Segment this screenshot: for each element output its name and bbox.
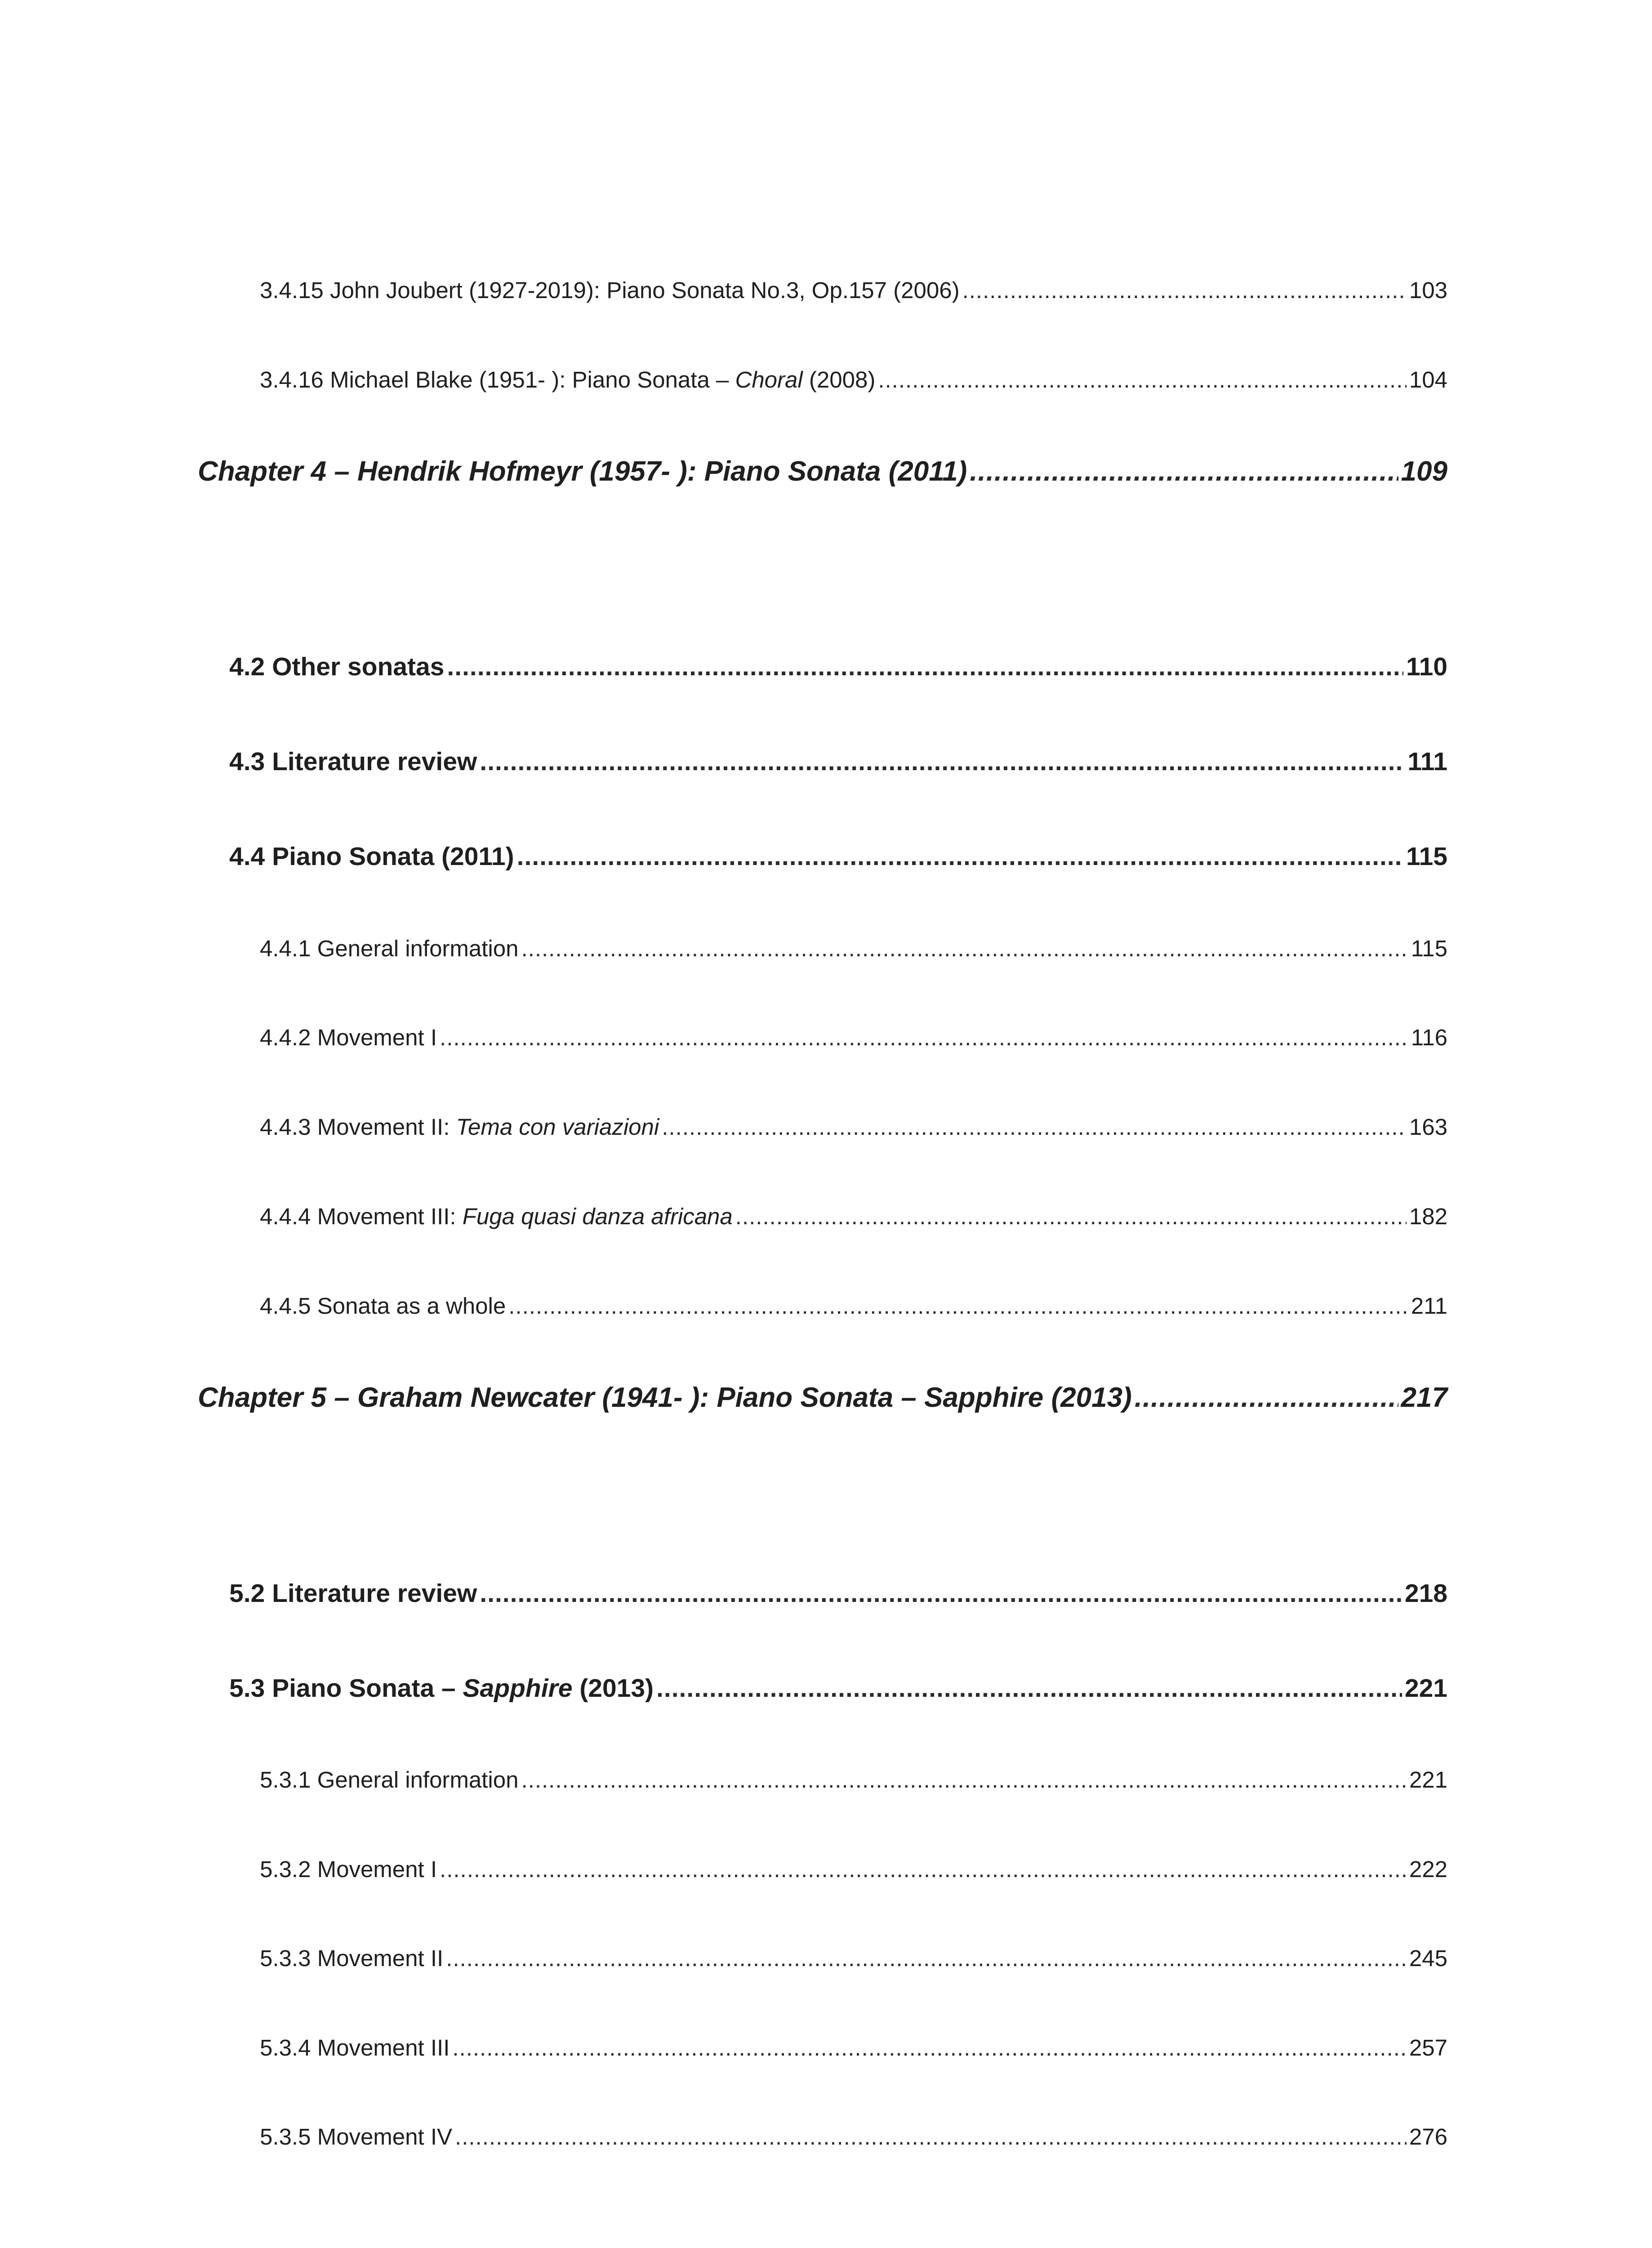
toc-entry-chapter-4[interactable] (198, 455, 1447, 488)
toc-entry-page: 245 (1409, 1945, 1447, 1971)
toc-entry-title: 5.3.1 General information (260, 1767, 519, 1793)
toc-entry-5-3-1[interactable] (260, 1766, 1447, 1793)
toc-entry-page: 218 (1404, 1579, 1447, 1608)
toc-entry-page: 109 (1401, 456, 1447, 487)
toc-entry-4-2[interactable] (229, 651, 1447, 682)
toc-entry-title: 3.4.15 John Joubert (1927-2019): Piano Sonata No.3, Op.157 (2006) (260, 277, 960, 303)
toc-entry-page: 115 (1411, 936, 1447, 961)
dot-leader (1135, 1381, 1398, 1414)
dot-leader (962, 277, 1407, 304)
dot-leader (521, 1766, 1407, 1793)
toc-entry-page: 221 (1404, 1674, 1447, 1703)
dot-leader (521, 935, 1408, 962)
toc-entry-title: 5.3 Piano Sonata – Sapphire (2013) (229, 1674, 654, 1703)
toc-entry-title: 5.3.5 Movement IV (260, 2124, 453, 2150)
toc-entry-page: 222 (1409, 1856, 1447, 1882)
toc-entry-title: 3.4.16 Michael Blake (1951- ): Piano Sonata – Choral (2008) (260, 367, 876, 393)
toc-entry-5-3-5[interactable] (260, 2123, 1447, 2150)
dot-leader (440, 1024, 1408, 1051)
toc-entry-page: 103 (1409, 277, 1447, 303)
toc-entry-4-4-4[interactable] (260, 1203, 1447, 1230)
toc-entry-page: 104 (1409, 367, 1447, 393)
toc-entry-3-4-15[interactable] (260, 277, 1447, 304)
dot-leader (480, 746, 1405, 777)
dot-leader (878, 366, 1407, 393)
toc-entry-page: 163 (1409, 1114, 1447, 1140)
dot-leader (656, 1673, 1402, 1704)
toc-entry-page: 110 (1406, 652, 1447, 681)
toc-entry-title: 5.3.3 Movement II (260, 1945, 444, 1971)
toc-entry-chapter-5[interactable] (198, 1381, 1447, 1414)
dot-leader (440, 1855, 1407, 1883)
toc-entry-page: 111 (1407, 747, 1447, 776)
dot-leader (508, 1292, 1408, 1320)
dot-leader (735, 1203, 1407, 1230)
toc-entry-5-3-4[interactable] (260, 2034, 1447, 2061)
dot-leader (970, 455, 1398, 488)
toc-entry-title: 4.4.5 Sonata as a whole (260, 1293, 506, 1319)
toc-entry-page: 116 (1411, 1025, 1447, 1050)
toc-entry-4-4-1[interactable] (260, 935, 1447, 962)
dot-leader (517, 841, 1403, 872)
toc-entry-4-4-3[interactable] (260, 1113, 1447, 1141)
toc-entry-page: 115 (1406, 842, 1447, 871)
toc-entry-title: 4.3 Literature review (229, 747, 477, 776)
dot-leader (455, 2123, 1407, 2150)
toc-entry-5-3[interactable] (229, 1673, 1447, 1704)
dot-leader (446, 1945, 1407, 1972)
toc-entry-4-4[interactable] (229, 841, 1447, 872)
toc-entry-title: Chapter 4 – Hendrik Hofmeyr (1957- ): Piano Sonata (2011) (198, 456, 967, 487)
toc-entry-5-3-3[interactable] (260, 1945, 1447, 1972)
toc-entry-title: 5.3.4 Movement III (260, 2035, 450, 2061)
toc-entry-title: Chapter 5 – Graham Newcater (1941- ): Piano Sonata – Sapphire (2013) (198, 1382, 1132, 1413)
toc-entry-page: 221 (1409, 1767, 1447, 1793)
toc-entry-page: 211 (1411, 1293, 1447, 1319)
toc-entry-title: 5.3.2 Movement I (260, 1856, 437, 1882)
toc-entry-page: 276 (1409, 2124, 1447, 2150)
toc-entry-title: 5.2 Literature review (229, 1579, 477, 1608)
dot-leader (447, 651, 1403, 682)
toc-entry-page: 217 (1401, 1382, 1447, 1413)
toc-entry-title: 4.4.2 Movement I (260, 1025, 437, 1050)
dot-leader (480, 1578, 1402, 1609)
toc-entry-title: 4.2 Other sonatas (229, 652, 445, 681)
toc-entry-4-4-5[interactable] (260, 1292, 1447, 1320)
toc-entry-title: 4.4.4 Movement III: Fuga quasi danza africana (260, 1204, 733, 1229)
dot-leader (452, 2034, 1407, 2061)
toc-entry-title: 4.4.1 General information (260, 936, 519, 961)
toc-entry-5-2[interactable] (229, 1578, 1447, 1609)
toc-entry-title: 4.4.3 Movement II: Tema con variazioni (260, 1114, 659, 1140)
dot-leader (662, 1113, 1407, 1141)
toc-entry-4-3[interactable] (229, 746, 1447, 777)
toc-entry-page: 257 (1409, 2035, 1447, 2061)
toc-entry-page: 182 (1409, 1204, 1447, 1229)
toc-entry-4-4-2[interactable] (260, 1024, 1447, 1051)
toc-entry-3-4-16[interactable] (260, 366, 1447, 393)
toc-entry-title: 4.4 Piano Sonata (2011) (229, 842, 514, 871)
toc-entry-5-3-2[interactable] (260, 1855, 1447, 1883)
